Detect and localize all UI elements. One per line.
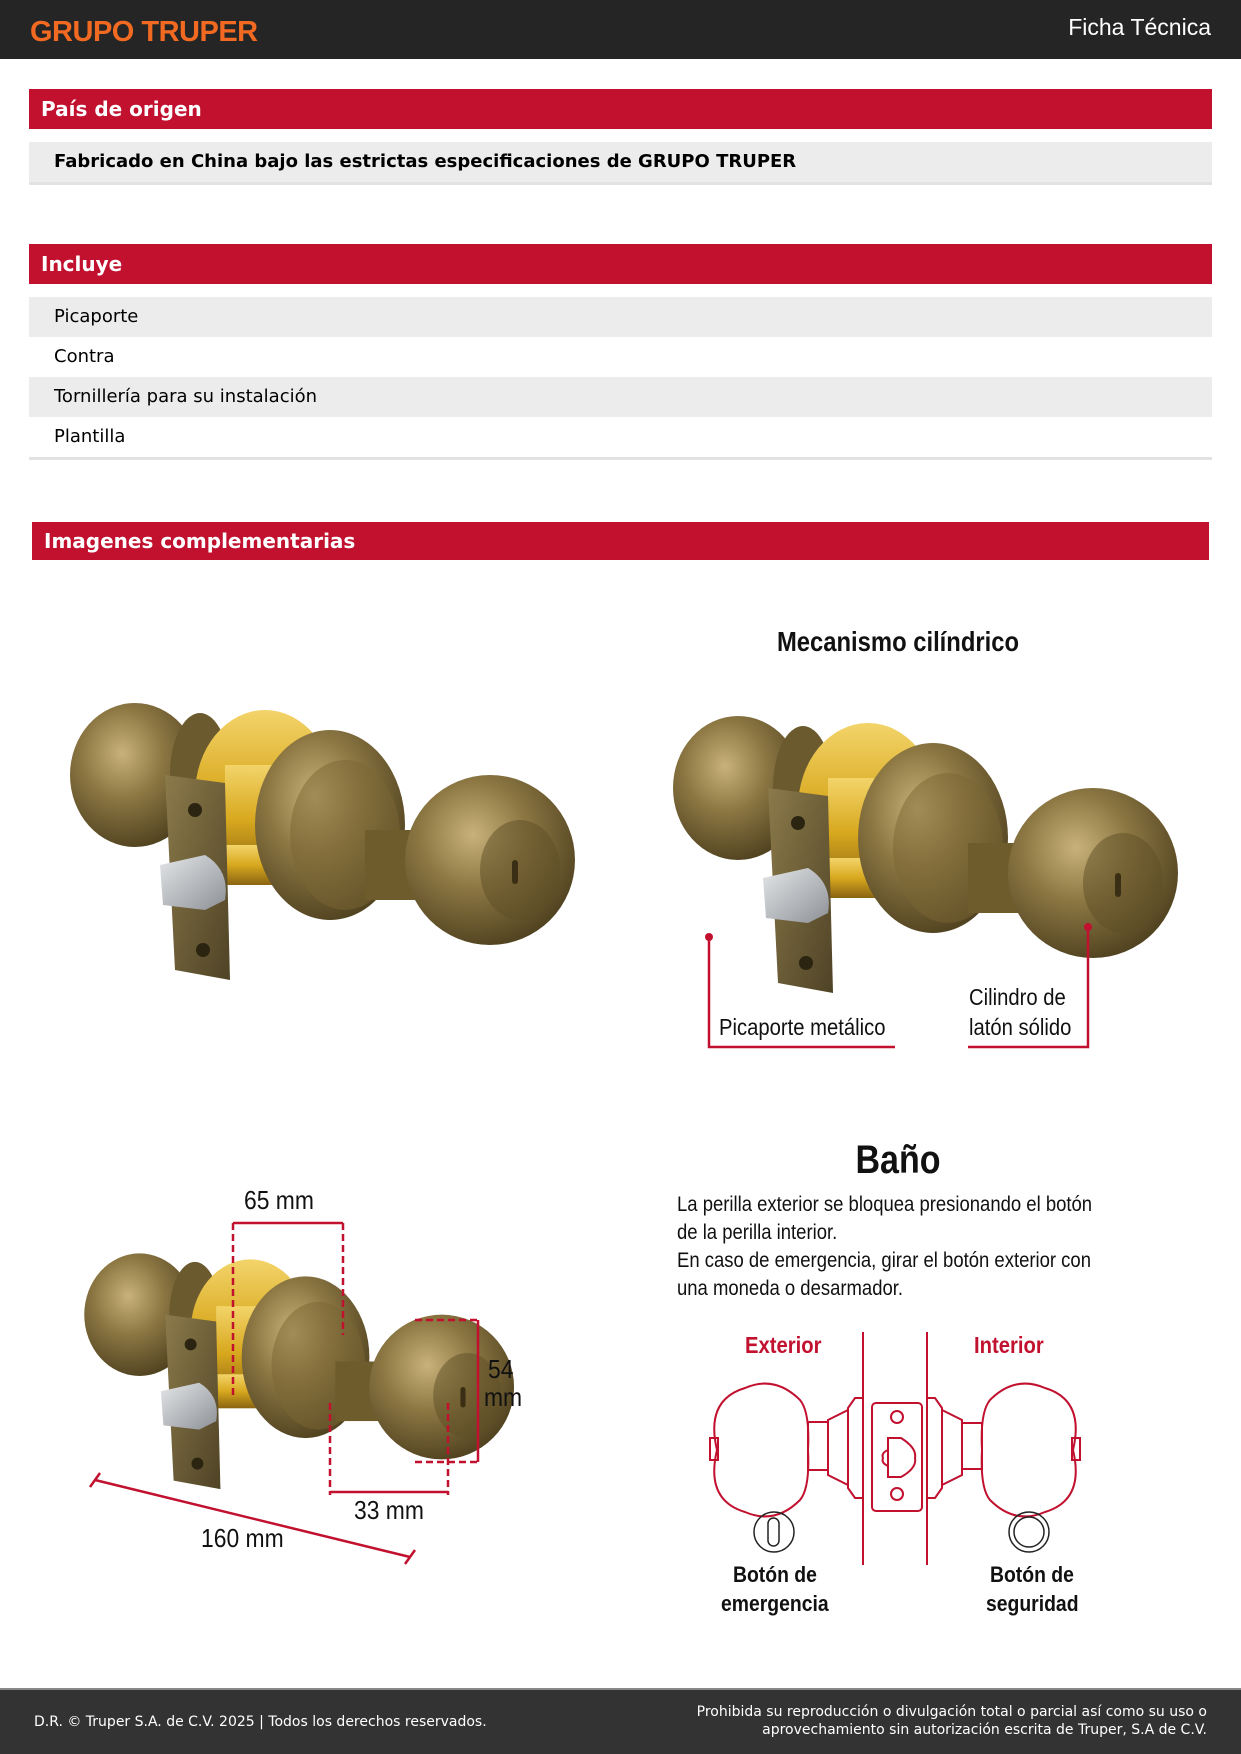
bathroom-desc-line-3: En caso de emergencia, girar el botón exterior con	[677, 1249, 1091, 1272]
dimension-knob-diameter-unit: mm	[484, 1382, 523, 1412]
interior-label: Interior	[974, 1332, 1044, 1358]
callout-latch-label: Picaporte metálico	[719, 1014, 886, 1040]
footer	[0, 1688, 1241, 1754]
list-item: Picaporte	[29, 297, 1212, 337]
exterior-label: Exterior	[745, 1332, 822, 1358]
origin-text: Fabricado en China bajo las estrictas especificaciones de GRUPO TRUPER	[29, 142, 1212, 182]
top-bar	[0, 0, 1241, 59]
dimension-backset: 65 mm	[244, 1185, 314, 1215]
interior-knob	[982, 1384, 1076, 1517]
mechanism-title: Mecanismo cilíndrico	[776, 626, 1020, 657]
security-button-label-2: seguridad	[986, 1591, 1079, 1616]
document-type: Ficha Técnica	[1068, 14, 1211, 40]
product-photo-lockset	[65, 695, 535, 985]
footer-legal-line-2: aprovechamiento sin autorización escrita de Truper, S.A de C.V.	[762, 1722, 1207, 1738]
callout-cylinder-label-1: Cilindro de	[969, 984, 1066, 1010]
emergency-button-label-1: Botón de	[733, 1562, 817, 1587]
list-item: Plantilla	[54, 426, 126, 447]
divider	[29, 457, 1212, 460]
section-header-origin: País de origen	[29, 89, 1212, 129]
callout-cylinder-label-2: latón sólido	[969, 1014, 1072, 1040]
footer-legal	[697, 1703, 1207, 1739]
dimension-knob-diameter-value: 54	[488, 1354, 514, 1384]
section-header-includes: Incluye	[29, 244, 1212, 284]
dimension-total-length: 160 mm	[201, 1523, 284, 1553]
divider	[29, 182, 1212, 185]
bathroom-title: Baño	[855, 1138, 941, 1182]
emergency-button-label-2: emergencia	[721, 1591, 829, 1616]
list-item: Contra	[54, 346, 115, 367]
list-item: Tornillería para su instalación	[29, 377, 1212, 417]
security-button-icon	[1009, 1512, 1049, 1552]
bathroom-lock-diagram	[705, 1330, 1095, 1570]
dimension-knob-depth: 33 mm	[354, 1495, 424, 1525]
brand-logo: GRUPO TRUPER	[30, 16, 258, 48]
dimension-lines	[80, 1205, 540, 1575]
bathroom-desc-line-2: de la perilla interior.	[677, 1221, 838, 1244]
bathroom-desc-line-1: La perilla exterior se bloquea presionando el botón	[677, 1193, 1093, 1216]
security-button-label-1: Botón de	[990, 1562, 1074, 1587]
footer-copyright: D.R. © Truper S.A. de C.V. 2025 | Todos los derechos reservados.	[34, 1714, 487, 1730]
footer-legal-line-1: Prohibida su reproducción o divulgación total o parcial así como su uso o	[696, 1704, 1207, 1720]
section-header-images: Imagenes complementarias	[32, 522, 1209, 560]
bathroom-desc-line-4: una moneda o desarmador.	[677, 1277, 904, 1300]
exterior-knob	[714, 1384, 808, 1517]
